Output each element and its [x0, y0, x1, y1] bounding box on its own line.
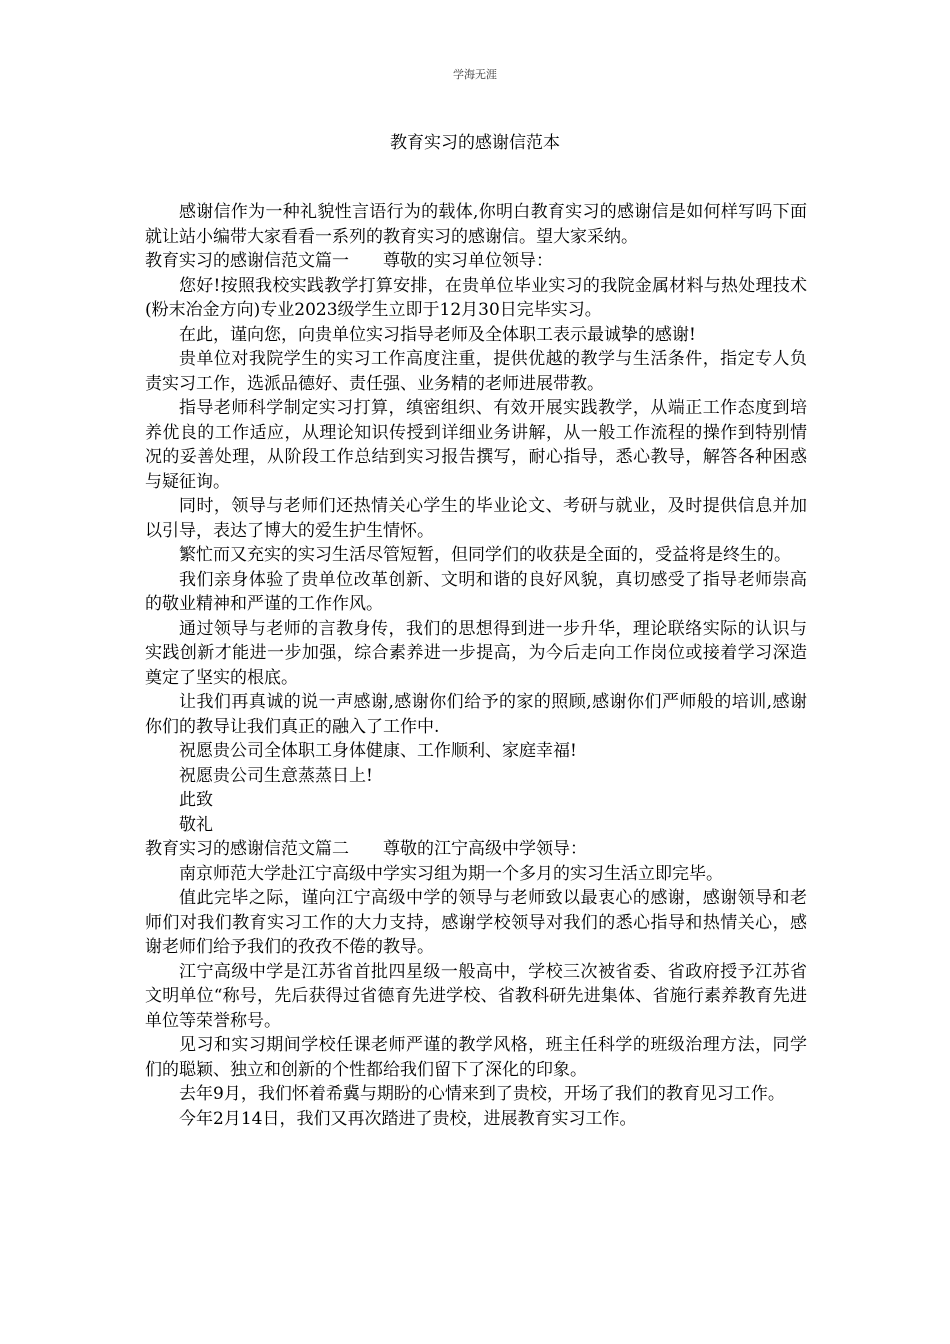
section-1-paragraph: 同时，领导与老师们还热情关心学生的毕业论文、考研与就业，及时提供信息并加以引导，表达了博大的爱生护生情怀。 — [145, 496, 807, 541]
page-header: 学海无涯 — [453, 68, 497, 81]
section-2-paragraph: 今年2月14日，我们又再次踏进了贵校，进展教育实习工作。 — [179, 1108, 637, 1129]
section-1-closing: 敬礼 — [179, 814, 213, 835]
section-2-paragraph: 去年9月，我们怀着希冀与期盼的心情来到了贵校，开场了我们的教育见习工作。 — [179, 1084, 785, 1104]
section-1-paragraph: 在此，谨向您，向贵单位实习指导老师及全体职工表示最诚挚的感谢! — [179, 324, 696, 345]
section-1-paragraph: 祝愿贵公司生意蒸蒸日上! — [179, 765, 373, 786]
section-1-paragraph: 我们亲身体验了贵单位改革创新、文明和谐的良好风貌，真切感受了指导老师崇高的敬业精神和严谨的工作作风。 — [145, 569, 807, 614]
section-2-paragraph: 值此完毕之际，谨向江宁高级中学的领导与老师致以最衷心的感谢，感谢领导和老师们对我们教育实习工作的大力支持，感谢学校领导对我们的悉心指导和热情关心，感谢老师们给予我们的孜孜不倦的教导。 — [145, 888, 807, 957]
section-2-paragraph: 南京师范大学赴江宁高级中学实习组为期一个多月的实习生活立即完毕。 — [179, 863, 723, 884]
section-1-paragraph: 繁忙而又充实的实习生活尽管短暂，但同学们的收获是全面的，受益将是终生的。 — [179, 545, 791, 565]
document-title: 教育实习的感谢信范本 — [390, 133, 560, 153]
section-1-paragraph: 指导老师科学制定实习打算，缜密组织、有效开展实践教学，从端正工作态度到培养优良的工作适应，从理论知识传授到详细业务讲解，从一般工作流程的操作到特别情况的妥善处理，从阶段工作总结到实习报告撰写，耐心指导，悉心教导，解答各种困惑与疑征询。 — [145, 398, 807, 492]
section-1-paragraph: 通过领导与老师的言教身传，我们的思想得到进一步升华，理论联络实际的认识与实践创新才能进一步加强，综合素养进一步提高，为今后走向工作岗位或接着学习深造奠定了坚实的根底。 — [145, 618, 807, 688]
section-1-paragraph: 您好!按照我校实践教学打算安排，在贵单位毕业实习的我院金属材料与热处理技术(粉末冶金方向)专业2023级学生立即于12月30日完毕实习。 — [145, 275, 807, 320]
section-2-paragraph: 江宁高级中学是江苏省首批四星级一般高中，学校三次被省委、省政府授予江苏省文明单位“称号，先后获得过省德育先进学校、省教科研先进集体、省施行素养教育先进单位等荣誉称号。 — [145, 961, 807, 1031]
section-1-heading: 教育实习的感谢信范文篇一 — [145, 251, 349, 271]
section-1-paragraph: 祝愿贵公司全体职工身体健康、工作顺利、家庭幸福! — [179, 741, 577, 761]
document-body — [145, 200, 807, 1131]
section-2-heading-line — [145, 837, 807, 862]
section-1-heading-line — [145, 249, 807, 274]
section-1-paragraph: 让我们再真诚的说一声感谢,感谢你们给予的家的照顾,感谢你们严师般的培训,感谢你们的教导让我们真正的融入了工作中. — [145, 692, 807, 737]
section-2-salutation: 尊敬的江宁高级中学领导： — [383, 839, 587, 859]
section-2-heading: 教育实习的感谢信范文篇二 — [145, 839, 349, 859]
section-1-paragraph: 贵单位对我院学生的实习工作高度注重，提供优越的教学与生活条件，指定专人负责实习工作，选派品德好、责任强、业务精的老师进展带教。 — [145, 349, 807, 394]
section-1-closing: 此致 — [179, 790, 213, 810]
section-1-salutation: 尊敬的实习单位领导： — [383, 251, 553, 271]
section-2-paragraph: 见习和实习期间学校任课老师严谨的教学风格，班主任科学的班级治理方法，同学们的聪颖、独立和创新的个性都给我们留下了深化的印象。 — [145, 1035, 807, 1080]
intro-paragraph: 感谢信作为一种礼貌性言语行为的载体,你明白教育实习的感谢信是如何样写吗下面就让站小编带大家看看一系列的教育实习的感谢信。望大家采纳。 — [145, 202, 807, 247]
